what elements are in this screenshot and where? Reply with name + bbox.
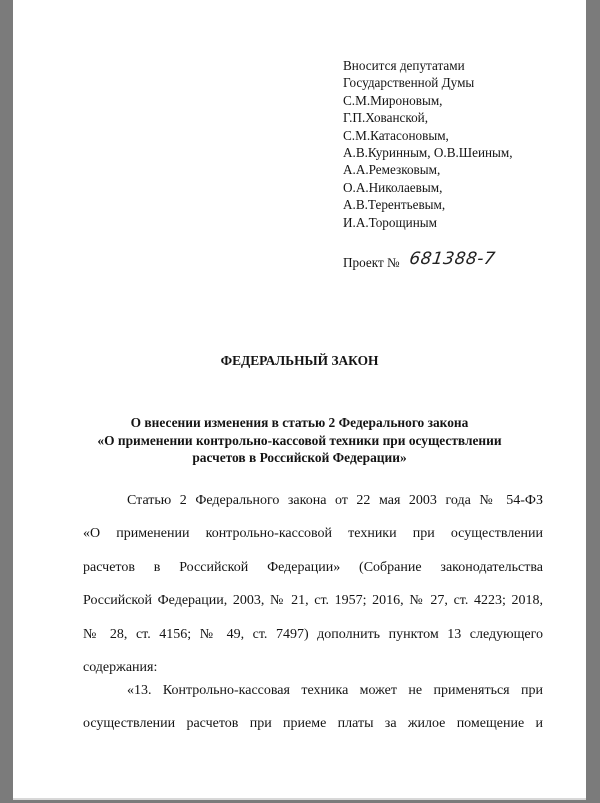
paragraph-item-13 bbox=[83, 674, 543, 741]
introduced-by-line: С.М.Мироновым, bbox=[343, 92, 443, 108]
law-title: ФЕДЕРАЛЬНЫЙ ЗАКОН bbox=[220, 353, 379, 368]
subtitle-line: «О применении контрольно-кассовой техники при осуществлении bbox=[97, 432, 502, 448]
paragraph-article-2 bbox=[83, 484, 543, 684]
introduced-by-line: А.А.Ремезковым, bbox=[343, 162, 441, 178]
law-subtitle bbox=[13, 414, 586, 467]
introduced-by-line: О.А.Николаевым, bbox=[343, 179, 443, 195]
paragraph-line: «О применении контрольно-кассовой техники при осуществлении bbox=[83, 526, 543, 542]
introduced-by-line: А.В.Куринным, О.В.Шеиным, bbox=[343, 145, 513, 161]
paragraph-line: Российской Федерации, 2003, № 21, ст. 1957; 2016, № 27, ст. 4223; 2018, bbox=[83, 593, 543, 609]
paragraph-line: расчетов в Российской Федерации» (Собрание законодательства bbox=[83, 559, 543, 575]
introduced-by-line: Государственной Думы bbox=[343, 75, 475, 91]
subtitle-line: расчетов в Российской Федерации» bbox=[192, 450, 407, 465]
project-number bbox=[343, 249, 497, 272]
document-page bbox=[13, 0, 586, 800]
handwritten-project-number: 681388-7 bbox=[407, 249, 497, 269]
project-label: Проект № bbox=[343, 255, 400, 270]
paragraph-line: № 28, ст. 4156; № 49, ст. 7497) дополнить пунктом 13 следующего bbox=[83, 626, 543, 642]
subtitle-line: О внесении изменения в статью 2 Федерального закона bbox=[130, 415, 469, 430]
paragraph-line: осуществлении расчетов при приеме платы за жилое помещение и bbox=[83, 716, 543, 732]
paragraph-line: Статью 2 Федерального закона от 22 мая 2003 года № 54-ФЗ bbox=[127, 493, 543, 508]
introduced-by-block bbox=[343, 57, 513, 231]
page-bottom-edge bbox=[13, 798, 586, 800]
paragraph-line: «13. Контрольно-кассовая техника может не применяться при bbox=[127, 683, 543, 698]
introduced-by-line: И.А.Торощиным bbox=[343, 214, 437, 230]
introduced-by-line: А.В.Терентьевым, bbox=[343, 197, 446, 213]
introduced-by-line: Г.П.Хованской, bbox=[343, 110, 429, 126]
paragraph-line: содержания: bbox=[83, 660, 158, 676]
introduced-by-line: Вносится депутатами bbox=[343, 58, 465, 73]
introduced-by-line: С.М.Катасоновым, bbox=[343, 127, 449, 143]
